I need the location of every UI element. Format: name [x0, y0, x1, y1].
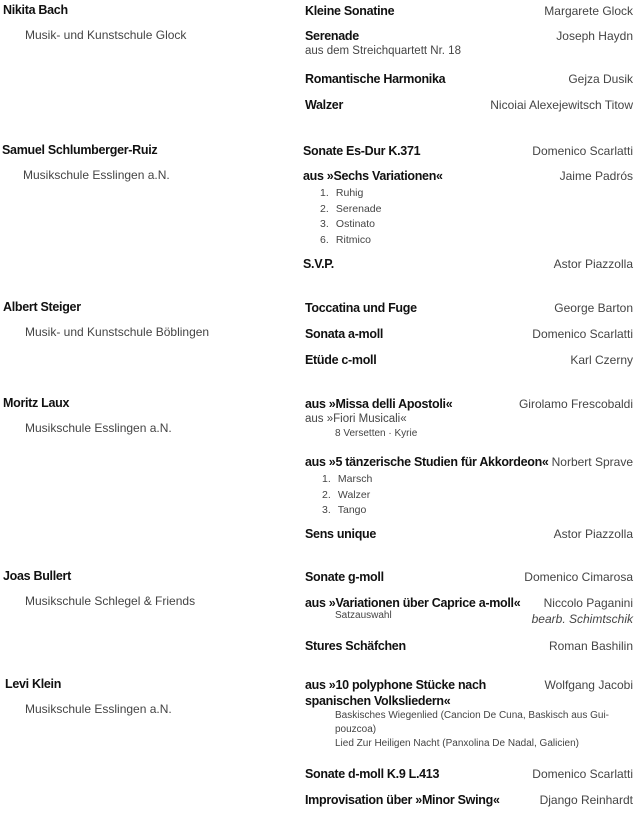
piece-title: aus »5 tänzerische Studien für Akkordeon«: [305, 455, 549, 469]
movement-list: [303, 186, 633, 248]
performer-name: Samuel Schlumberger-Ruiz: [2, 143, 158, 157]
composer: Domenico Scarlatti: [532, 327, 633, 341]
piece-title: Sens unique: [305, 527, 377, 541]
movement-item: 2. Serenade: [320, 202, 382, 215]
movement-item: 6. Ritmico: [320, 233, 371, 246]
piece-title: Stures Schäfchen: [305, 639, 406, 653]
piece-title: Improvisation über »Minor Swing«: [305, 793, 500, 807]
composer: Wolfgang Jacobi: [544, 678, 633, 692]
composer: Karl Czerny: [570, 353, 633, 367]
school-name: Musikschule Esslingen a.N.: [25, 421, 172, 435]
piece-title: Walzer: [305, 98, 344, 112]
piece-note: 8 Versetten · Kyrie: [335, 428, 418, 439]
school-name: Musik- und Kunstschule Böblingen: [25, 325, 210, 339]
piece-title: aus »10 polyphone Stücke nach spanischen Volksliedern«: [305, 678, 486, 708]
performer-name: Moritz Laux: [3, 396, 70, 410]
school-name: Musikschule Esslingen a.N.: [23, 168, 170, 182]
piece: [305, 396, 633, 441]
performer-name: Levi Klein: [5, 677, 62, 691]
piece-title: Sonate Es-Dur K.371: [303, 144, 421, 158]
composer: George Barton: [554, 301, 633, 315]
piece-title: Kleine Sonatine: [305, 4, 395, 18]
composer: Jaime Padrós: [559, 169, 633, 183]
composer: Girolamo Frescobaldi: [518, 397, 633, 411]
piece-title: Serenade: [305, 29, 359, 43]
piece-extra-line: pouzcoa): [335, 724, 377, 735]
piece: [305, 595, 633, 626]
movement-item: 3. Ostinato: [320, 218, 376, 230]
piece: [305, 526, 633, 542]
school-name: Musikschule Esslingen a.N.: [25, 702, 172, 716]
piece-note: Satzauswahl: [335, 610, 392, 621]
piece-title: Toccatina und Fuge: [305, 301, 417, 315]
movement-list: [305, 472, 633, 519]
piece-title: aus »Missa delli Apostoli«: [305, 397, 453, 411]
piece-title: Sonate d-moll K.9 L.413: [305, 767, 440, 781]
piece: [305, 454, 633, 519]
composer: Norbert Sprave: [551, 455, 633, 469]
composer: Domenico Scarlatti: [532, 767, 633, 781]
piece-title: aus »Sechs Variationen«: [303, 169, 443, 183]
piece: [305, 3, 633, 19]
piece: [303, 168, 633, 248]
composer: Django Reinhardt: [539, 793, 633, 807]
movement-item: 1. Marsch: [322, 473, 373, 485]
piece-subtitle: aus dem Streichquartett Nr. 18: [305, 45, 461, 57]
composer: Astor Piazzolla: [553, 257, 633, 271]
movement-item: 1. Ruhig: [320, 187, 364, 199]
piece: [305, 352, 633, 368]
composer: Astor Piazzolla: [553, 527, 633, 541]
composer: [532, 595, 633, 627]
piece-title: Romantische Harmonika: [305, 72, 446, 86]
movement-item: 2. Walzer: [322, 488, 371, 501]
piece: [305, 792, 633, 808]
piece-subtitle: aus »Fiori Musicali«: [305, 413, 407, 425]
piece: [305, 766, 633, 782]
piece: [305, 638, 633, 654]
composer: Domenico Cimarosa: [524, 570, 633, 584]
piece-title: Etüde c-moll: [305, 353, 377, 367]
movement-item: 3. Tango: [322, 504, 367, 516]
piece-extra-line: Lied Zur Heiligen Nacht (Panxolina De Nadal, Galicien): [335, 738, 580, 749]
composer: Nicoiai Alexejewitsch Titow: [490, 98, 633, 112]
piece: [303, 143, 633, 159]
piece-extra-line: Baskisches Wiegenlied (Cancion De Cuna, Baskisch aus Gui-: [335, 710, 610, 721]
composer: Margarete Glock: [544, 4, 633, 18]
composer: Domenico Scarlatti: [532, 144, 633, 158]
piece: [305, 71, 633, 87]
piece: [305, 326, 633, 342]
performer-name: Nikita Bach: [3, 3, 68, 17]
composer-name: Niccolo Paganini: [543, 596, 633, 610]
piece-title: S.V.P.: [303, 257, 334, 271]
composer: Gejza Dusik: [568, 72, 633, 86]
piece: [305, 300, 633, 316]
performer-name: Albert Steiger: [3, 300, 81, 314]
school-name: Musikschule Schlegel & Friends: [25, 594, 196, 608]
composer: Roman Bashilin: [548, 639, 633, 653]
school-name: Musik- und Kunstschule Glock: [25, 28, 187, 42]
piece-title: aus »Variationen über Caprice a-moll«: [305, 596, 521, 610]
arranger: bearb. Schimtschik: [531, 612, 633, 626]
piece-title: Sonate g-moll: [305, 570, 384, 584]
piece: [305, 97, 633, 113]
performer-name: Joas Bullert: [3, 569, 71, 583]
piece: [305, 677, 633, 751]
piece: [305, 28, 633, 59]
piece: [303, 256, 633, 272]
composer: Joseph Haydn: [556, 29, 633, 43]
piece: [305, 569, 633, 585]
piece-title: Sonata a-moll: [305, 327, 384, 341]
